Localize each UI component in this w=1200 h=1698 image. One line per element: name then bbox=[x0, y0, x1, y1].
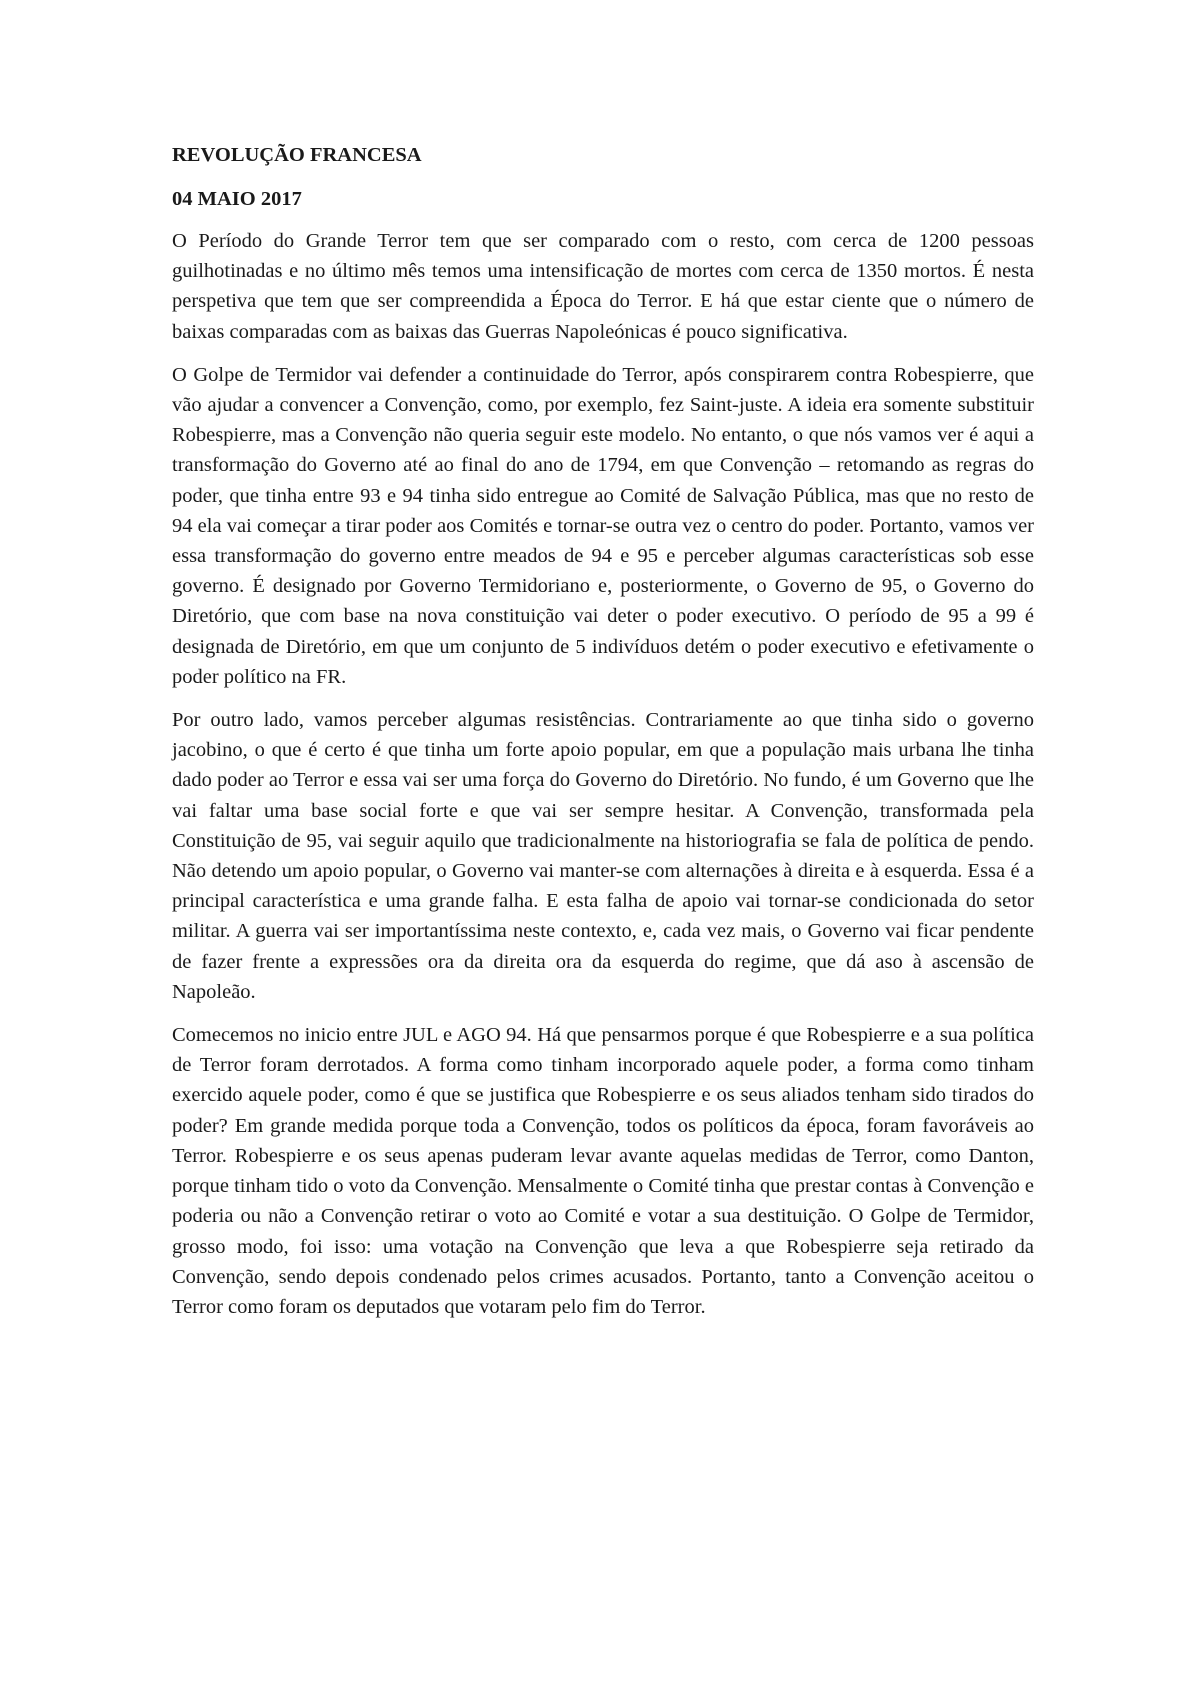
paragraph-3: Por outro lado, vamos perceber algumas resistências. Contrariamente ao que tinha sido o governo jacobino, o que é certo é que tinha um forte apoio popular, em que a população mais urbana lhe tinha dado poder ao Terror e essa vai ser uma força do Governo do Diretório. No fundo, é um Governo que lhe vai faltar uma base social forte e que vai ser sempre hesitar. A Convenção, transformada pela Constituição de 95, vai seguir aquilo que tradicionalmente na historiografia se fala de política de pendo. Não detendo um apoio popular, o Governo vai manter-se com alternações à direita e à esquerda. Essa é a principal característica e uma grande falha. E esta falha de apoio vai tornar-se condicionada do setor militar. A guerra vai ser importantíssima neste contexto, e, cada vez mais, o Governo vai ficar pendente de fazer frente a expressões ora da direita ora da esquerda do regime, que dá aso à ascensão de Napoleão. bbox=[172, 709, 1034, 1003]
document-date: 04 MAIO 2017 bbox=[172, 188, 302, 210]
paragraph-2: O Golpe de Termidor vai defender a continuidade do Terror, após conspirarem contra Robespierre, que vão ajudar a convencer a Convenção, como, por exemplo, fez Saint-juste. A ideia era somente substituir Robespierre, mas a Convenção não queria seguir este modelo. No entanto, o que nós vamos ver é aqui a transformação do Governo até ao final do ano de 1794, em que Convenção – retomando as regras do poder, que tinha entre 93 e 94 tinha sido entregue ao Comité de Salvação Pública, mas que no resto de 94 ela vai começar a tirar poder aos Comités e tornar-se outra vez o centro do poder. Portanto, vamos ver essa transformação do governo entre meados de 94 e 95 e perceber algumas características sob esse governo. É designado por Governo Termidoriano e, posteriormente, o Governo de 95, o Governo do Diretório, que com base na nova constituição vai deter o poder executivo. O período de 95 a 99 é designada de Diretório, em que um conjunto de 5 indivíduos detém o poder executivo e efetivamente o poder político na FR. bbox=[172, 363, 1034, 688]
paragraph-4: Comecemos no inicio entre JUL e AGO 94. Há que pensarmos porque é que Robespierre e a sua política de Terror foram derrotados. A forma como tinham incorporado aquele poder, a forma como tinham exercido aquele poder, como é que se justifica que Robespierre e os seus aliados tenham sido tirados do poder? Em grande medida porque toda a Convenção, todos os políticos da época, foram favoráveis ao Terror. Robespierre e os seus apenas puderam levar avante aquelas medidas de Terror, como Danton, porque tinham tido o voto da Convenção. Mensalmente o Comité tinha que prestar contas à Convenção e poderia ou não a Convenção retirar o voto ao Comité e votar a sua destituição. O Golpe de Termidor, grosso modo, foi isso: uma votação na Convenção que leva a que Robespierre seja retirado da Convenção, sendo depois condenado pelos crimes acusados. Portanto, tanto a Convenção aceitou o Terror como foram os deputados que votaram pelo fim do Terror. bbox=[172, 1024, 1034, 1318]
document-body bbox=[172, 140, 1034, 1335]
paragraph-1: O Período do Grande Terror tem que ser comparado com o resto, com cerca de 1200 pessoas guilhotinadas e no último mês temos uma intensificação de mortes com cerca de 1350 mortos. É nesta perspetiva que tem que ser compreendida a Época do Terror. E há que estar ciente que o número de baixas comparadas com as baixas das Guerras Napoleónicas é pouco significativa. bbox=[172, 230, 1034, 343]
document-title: REVOLUÇÃO FRANCESA bbox=[172, 144, 422, 166]
